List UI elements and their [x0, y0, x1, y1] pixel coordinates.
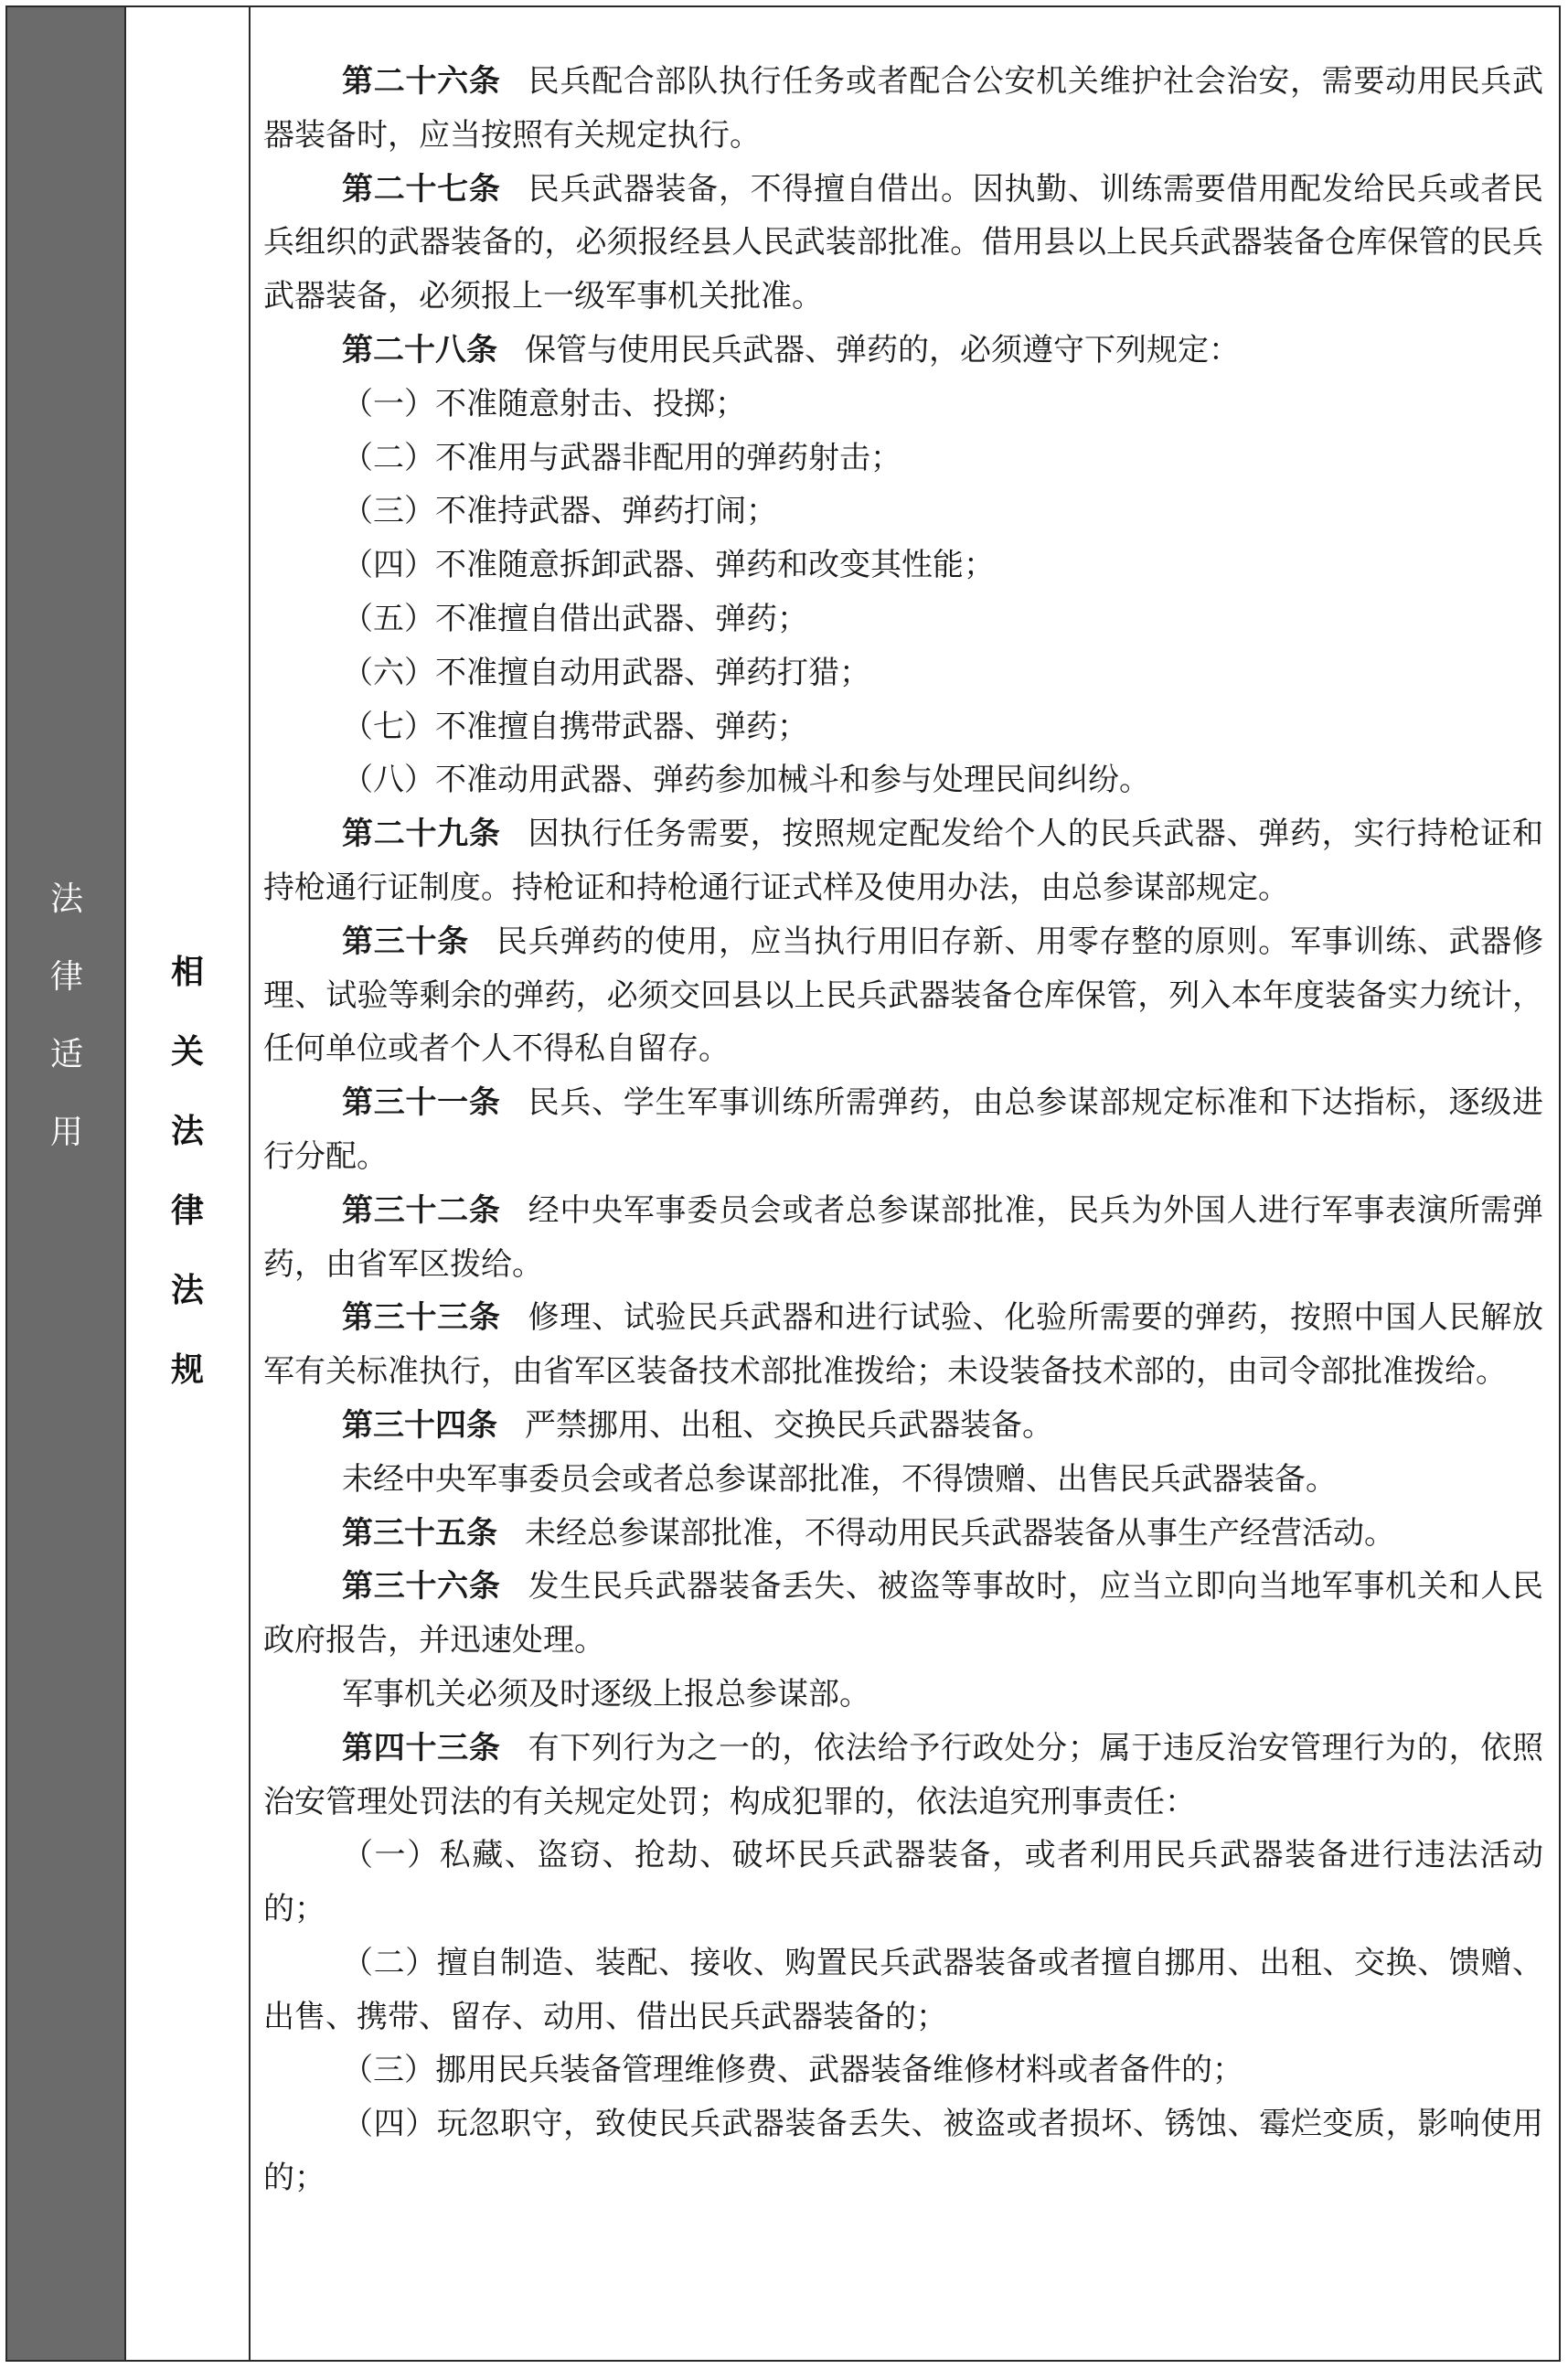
- article-paragraph: [263, 1399, 1543, 1453]
- list-item-text: （一）私藏、盗窃、抢劫、破坏民兵武器装备，或者利用民兵武器装备进行违法活动的；: [263, 1837, 1543, 1928]
- list-item: [263, 432, 1543, 486]
- article-paragraph: [263, 1184, 1543, 1292]
- list-item: [263, 539, 1543, 592]
- paragraph-text: 军事机关必须及时逐级上报总参谋部。: [342, 1675, 870, 1713]
- article-number: 第二十九条: [342, 816, 501, 853]
- subcategory-char: 法: [170, 1113, 204, 1150]
- article-number: 第三十二条: [342, 1191, 501, 1229]
- subcategory-column: [126, 7, 251, 2360]
- article-text: 因执行任务需要，按照规定配发给个人的民兵武器、弹药，实行持枪证和持枪通行证制度。持枪证和持枪通行证式样及使用办法，由总参谋部规定。: [263, 816, 1544, 906]
- article-paragraph: [263, 55, 1543, 163]
- article-text: 修理、试验民兵武器和进行试验、化验所需要的弹药，按照中国人民解放军有关标准执行，由省军区装备技术部批准拨给；未设装备技术部的，由司令部批准拨给。: [263, 1299, 1544, 1391]
- plain-paragraph: [263, 1453, 1543, 1507]
- article-text: 严禁挪用、出租、交换民兵武器装备。: [525, 1406, 1053, 1444]
- category-char: 法: [49, 880, 83, 918]
- article-number: 第二十七条: [342, 170, 501, 208]
- list-item-text: （八）不准动用武器、弹药参加械斗和参与处理民间纠纷。: [342, 762, 1150, 799]
- law-table: [5, 5, 1561, 2362]
- list-item-text: （五）不准擅自借出武器、弹药；: [342, 600, 808, 637]
- subcategory-char: 关: [170, 1033, 204, 1071]
- list-item-text: （一）不准随意射击、投掷；: [342, 385, 746, 422]
- article-paragraph: [263, 807, 1543, 915]
- subcategory-char: 规: [170, 1351, 204, 1389]
- article-paragraph: [263, 1507, 1543, 1561]
- article-text: 民兵、学生军事训练所需弹药，由总参谋部规定标准和下达指标，逐级进行分配。: [263, 1084, 1544, 1175]
- article-paragraph: [263, 1076, 1543, 1184]
- subcategory-char: 法: [170, 1272, 204, 1309]
- list-item-text: （四）不准随意拆卸武器、弹药和改变其性能；: [342, 547, 995, 584]
- article-number: 第三十一条: [342, 1084, 501, 1122]
- list-item-text: （三）挪用民兵装备管理维修费、武器装备维修材料或者备件的；: [342, 2052, 1243, 2089]
- article-text: 发生民兵武器装备丢失、被盗等事故时，应当立即向当地军事机关和人民政府报告，并迅速处理。: [263, 1568, 1544, 1659]
- article-text: 保管与使用民兵武器、弹药的，必须遵守下列规定：: [525, 331, 1240, 368]
- article-text: 有下列行为之一的，依法给予行政处分；属于违反治安管理行为的，依照治安管理处罚法的有关规定处罚；构成犯罪的，依法追究刑事责任：: [263, 1729, 1544, 1820]
- list-item-text: （三）不准持武器、弹药打闹；: [342, 493, 777, 530]
- subcategory-char: 相: [170, 954, 204, 991]
- category-char: 适: [49, 1036, 83, 1073]
- article-number: 第四十三条: [342, 1729, 501, 1766]
- article-paragraph: [263, 324, 1543, 378]
- article-paragraph: [263, 1722, 1543, 1830]
- article-number: 第三十四条: [342, 1406, 497, 1444]
- plain-paragraph: [263, 1668, 1543, 1722]
- list-item-text: （二）擅自制造、装配、接收、购置民兵武器装备或者擅自挪用、出租、交换、馈赠、出售、携带、留存、动用、借出民兵武器装备的；: [263, 1944, 1543, 2035]
- article-number: 第三十六条: [342, 1568, 501, 1606]
- category-column: [7, 7, 126, 2360]
- list-item: [263, 378, 1543, 432]
- article-paragraph: [263, 1291, 1543, 1399]
- category-char: 律: [49, 958, 83, 996]
- list-item: [263, 1937, 1543, 2044]
- article-text: 民兵弹药的使用，应当执行用旧存新、用零存整的原则。军事训练、武器修理、试验等剩余的弹药，必须交回县以上民兵武器装备仓库保管，列入本年度装备实力统计，任何单位或者个人不得私自留存。: [263, 923, 1543, 1068]
- article-paragraph: [263, 1560, 1543, 1668]
- category-label: [7, 873, 126, 1153]
- list-item: [263, 646, 1543, 700]
- list-item: [263, 2044, 1543, 2097]
- subcategory-label: [126, 946, 249, 1391]
- article-text: 未经总参谋部批准，不得动用民兵武器装备从事生产经营活动。: [525, 1514, 1395, 1552]
- article-number: 第三十五条: [342, 1514, 497, 1552]
- article-text: 经中央军事委员会或者总参谋部批准，民兵为外国人进行军事表演所需弹药，由省军区拨给。: [263, 1191, 1544, 1283]
- list-item: [263, 1829, 1543, 1937]
- article-number: 第三十三条: [342, 1299, 501, 1337]
- list-item: [263, 700, 1543, 754]
- article-number: 第二十八条: [342, 331, 497, 368]
- article-paragraph: [263, 163, 1543, 324]
- list-item-text: （二）不准用与武器非配用的弹药射击；: [342, 439, 901, 476]
- list-item-text: （六）不准擅自动用武器、弹药打猎；: [342, 654, 870, 691]
- article-number: 第二十六条: [342, 63, 501, 100]
- content-column: [263, 55, 1543, 2205]
- subcategory-char: 律: [170, 1192, 204, 1230]
- list-item: [263, 2097, 1543, 2205]
- list-item-text: （七）不准擅自携带武器、弹药；: [342, 708, 808, 745]
- paragraph-text: 未经中央军事委员会或者总参谋部批准，不得馈赠、出售民兵武器装备。: [342, 1460, 1337, 1498]
- article-paragraph: [263, 915, 1543, 1076]
- article-text: 民兵配合部队执行任务或者配合公安机关维护社会治安，需要动用民兵武器装备时，应当按照有关规定执行。: [263, 63, 1544, 154]
- category-char: 用: [49, 1114, 83, 1151]
- article-number: 第三十条: [342, 923, 469, 960]
- list-item: [263, 753, 1543, 807]
- article-text: 民兵武器装备，不得擅自借出。因执勤、训练需要借用配发给民兵或者民兵组织的武器装备的，必须报经县人民武装部批准。借用县以上民兵武器装备仓库保管的民兵武器装备，必须报上一级军事机关批准。: [263, 170, 1544, 315]
- list-item-text: （四）玩忽职守，致使民兵武器装备丢失、被盗或者损坏、锈蚀、霉烂变质，影响使用的；: [263, 2106, 1543, 2197]
- list-item: [263, 592, 1543, 646]
- list-item: [263, 485, 1543, 539]
